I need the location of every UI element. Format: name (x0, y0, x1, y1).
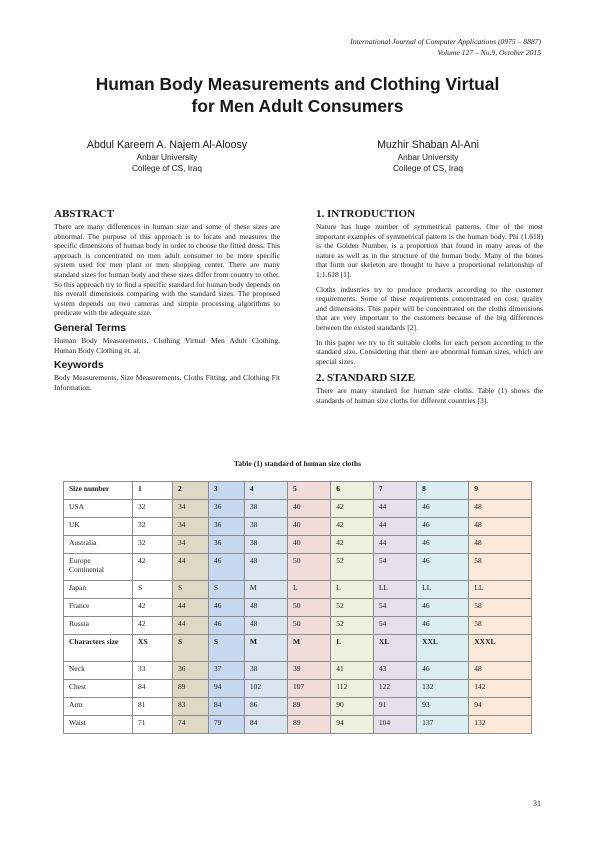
left-column (54, 207, 280, 392)
table-row (64, 698, 532, 716)
table-cell: 93 (417, 698, 469, 716)
table-row-header: Japan (64, 581, 133, 599)
table-cell: 7 (373, 482, 416, 500)
introduction-paragraph: Cloths industries try to produce products according to the customer requirements. Some of these requirements concentrated on cost, quality and dimensions. This paper will be concentrated on the cloths dimensions that are very important to the customers because of the big differences between the existed standards [2]. (316, 284, 543, 332)
table-cell: 46 (208, 599, 244, 617)
table-cell: 44 (373, 518, 416, 536)
table-cell: 58 (469, 554, 532, 581)
table-cell: 36 (208, 500, 244, 518)
table-row (64, 617, 532, 635)
table-cell: XXL (417, 635, 469, 662)
table-cell: 32 (133, 500, 173, 518)
table-row (64, 635, 532, 662)
table-cell: 32 (133, 536, 173, 554)
table-cell: S (133, 581, 173, 599)
table-cell: 52 (331, 599, 374, 617)
table-cell: XL (373, 635, 416, 662)
table-row (64, 581, 532, 599)
table-cell: 43 (373, 662, 416, 680)
table-cell: 36 (208, 518, 244, 536)
introduction-paragraph: In this paper we try to fit suitable cloths for each person according to the standard size. Considering that there are abnormal human sizes, which are special sizes. (316, 337, 543, 366)
paper-title (0, 73, 595, 117)
table-cell: 48 (469, 500, 532, 518)
table-cell: L (288, 581, 331, 599)
table-cell: L (331, 635, 374, 662)
table-cell: 122 (373, 680, 416, 698)
table-cell: XS (133, 635, 173, 662)
table-cell: 41 (331, 662, 374, 680)
journal-volume: Volume 127 – No.9, October 2015 (437, 48, 541, 57)
table-row-header: Russia (64, 617, 133, 635)
table-cell: 132 (469, 716, 532, 734)
page-number: 31 (533, 799, 541, 808)
title-line-2: for Men Adult Consumers (191, 96, 404, 116)
table-cell: 84 (208, 698, 244, 716)
table-cell: 8 (417, 482, 469, 500)
table-cell: 54 (373, 617, 416, 635)
journal-name: International Journal of Computer Applications (0975 – 8887) (350, 37, 541, 46)
table-cell: 9 (469, 482, 532, 500)
table-cell: 46 (417, 599, 469, 617)
table-cell: M (244, 635, 287, 662)
table-cell: 1 (133, 482, 173, 500)
table-cell: 42 (133, 554, 173, 581)
table-cell: M (288, 635, 331, 662)
table-cell: 5 (288, 482, 331, 500)
table-row-header: Waist (64, 716, 133, 734)
abstract-heading: ABSTRACT (54, 208, 114, 220)
table-cell: 32 (133, 518, 173, 536)
table-cell: 52 (331, 554, 374, 581)
author-college: College of CS, Iraq (392, 163, 464, 173)
table-cell: 94 (208, 680, 244, 698)
table-cell: 71 (133, 716, 173, 734)
table-row (64, 662, 532, 680)
table-cell: 46 (208, 617, 244, 635)
table-cell: 44 (172, 554, 208, 581)
table-cell: 46 (417, 617, 469, 635)
table-cell: 34 (172, 518, 208, 536)
general-terms-heading: General Terms (54, 322, 126, 334)
table-cell: 33 (133, 662, 173, 680)
table-cell: 36 (208, 536, 244, 554)
table-cell: 44 (373, 500, 416, 518)
table-cell: 44 (373, 536, 416, 554)
table-cell: 50 (288, 617, 331, 635)
table-cell: 2 (172, 482, 208, 500)
table-cell: 42 (331, 500, 374, 518)
table-cell: 89 (172, 680, 208, 698)
table-cell: 6 (331, 482, 374, 500)
table-cell: 86 (244, 698, 287, 716)
table-cell: S (208, 581, 244, 599)
table-cell: 79 (208, 716, 244, 734)
table-cell: 40 (288, 518, 331, 536)
author-university: Anbar University (397, 152, 459, 162)
author-block-1 (52, 139, 282, 174)
table-row-header: Neck (64, 662, 133, 680)
author-college: College of CS, Iraq (131, 163, 203, 173)
table-cell: 54 (373, 599, 416, 617)
table-cell: 89 (288, 698, 331, 716)
table-cell: 58 (469, 599, 532, 617)
table-row-header: Characters size (64, 635, 133, 662)
table-cell: 84 (244, 716, 287, 734)
table-cell: 38 (244, 536, 287, 554)
table-cell: 40 (288, 536, 331, 554)
table-cell: LL (417, 581, 469, 599)
table-cell: 142 (469, 680, 532, 698)
table-cell: 48 (469, 536, 532, 554)
table-cell: 81 (133, 698, 173, 716)
table-row (64, 599, 532, 617)
table-cell: 54 (373, 554, 416, 581)
table-row-header: Arm (64, 698, 133, 716)
table-row-header: Europe Continental (64, 554, 133, 581)
general-terms-text: Human Body Measurements, Clothing Virtual Men Adult Clothing, Human Body Clothing et. al. (54, 335, 280, 355)
table-cell: 36 (172, 662, 208, 680)
author-name: Abdul Kareem A. Najem Al-Aloosy (86, 139, 248, 151)
abstract-text: There are many differences in human size and some of these sizes are abnormal. The purpose of this approach is to locate and measures the specific dimensions of human body in order to choose the fitted dress. This approach is concentrated on men adult consumer to be more specific system used for men plant or men shopping center. There are many standard sizes for human body and these sizes differ from country to other. So this approach try to find a specific standard for human body depends on his overall dimensions comparing with the standard sizes. The proposed system depends on two cameras and simple processing algorithms to predicate with the adequate size. (54, 222, 280, 318)
keywords-heading: Keywords (54, 360, 104, 372)
table-row-header: Chest (64, 680, 133, 698)
introduction-paragraph: Nature has huge number of symmetrical patterns. One of the most important examples of symmetrical pattern is the human body. Phi (1.618) is the Golden Number, is a proportion that found in many areas of the nature as well as in the structure of the human body. Many of the bones that form our skeleton are thought to have a proportional relationship of 1:1.618 [1]. (316, 222, 543, 279)
table-cell: 74 (172, 716, 208, 734)
table-cell: 46 (417, 536, 469, 554)
table-row (64, 716, 532, 734)
table-cell: 48 (469, 662, 532, 680)
table-row (64, 518, 532, 536)
table-cell: 44 (172, 599, 208, 617)
journal-header (350, 36, 541, 58)
table-cell: S (172, 635, 208, 662)
table-row-header: France (64, 599, 133, 617)
table-cell: 104 (373, 716, 416, 734)
table-cell: LL (469, 581, 532, 599)
table-caption: Table (1) standard of human size cloths (233, 459, 362, 468)
table-cell: 3 (208, 482, 244, 500)
table-cell: 58 (469, 617, 532, 635)
table-cell: 52 (331, 617, 374, 635)
table-cell: 89 (288, 716, 331, 734)
table-cell: 48 (244, 617, 287, 635)
table-cell: 44 (172, 617, 208, 635)
table-cell: 46 (417, 518, 469, 536)
table-row (64, 482, 532, 500)
table-cell: 94 (331, 716, 374, 734)
table-row-header: Australia (64, 536, 133, 554)
table-row (64, 554, 532, 581)
table-row-header: USA (64, 500, 133, 518)
table-cell: 42 (331, 536, 374, 554)
table-cell: 48 (244, 599, 287, 617)
table-cell: 107 (288, 680, 331, 698)
table-cell: 42 (133, 599, 173, 617)
table-cell: 48 (244, 554, 287, 581)
standard-size-heading: 2. STANDARD SIZE (316, 372, 416, 385)
table-cell: 46 (417, 500, 469, 518)
keywords-text: Body Measurements, Size Measurements, Cloths Fitting, and Clothing Fit Information. (54, 373, 280, 392)
table-cell: 39 (288, 662, 331, 680)
table-cell: XXXL (469, 635, 532, 662)
table-row-header: Size number (64, 482, 133, 500)
author-block-2 (313, 139, 543, 174)
table-cell: 90 (331, 698, 374, 716)
table-cell: S (172, 581, 208, 599)
right-column (316, 207, 543, 406)
table-cell: 40 (288, 500, 331, 518)
table-cell: 50 (288, 554, 331, 581)
table-cell: 42 (133, 617, 173, 635)
table-cell: 38 (244, 662, 287, 680)
table-cell: 34 (172, 500, 208, 518)
table-cell: S (208, 635, 244, 662)
table-cell: 94 (469, 698, 532, 716)
table-cell: LL (373, 581, 416, 599)
table-cell: 42 (331, 518, 374, 536)
table-row (64, 680, 532, 698)
table-cell: 46 (417, 554, 469, 581)
table-cell: 102 (244, 680, 287, 698)
table-cell: 83 (172, 698, 208, 716)
table-cell: 37 (208, 662, 244, 680)
table-cell: 46 (208, 554, 244, 581)
author-university: Anbar University (136, 152, 198, 162)
table-cell: 132 (417, 680, 469, 698)
table-cell: 34 (172, 536, 208, 554)
table-row-header: UK (64, 518, 133, 536)
table-row (64, 500, 532, 518)
table-cell: 38 (244, 500, 287, 518)
table-cell: 50 (288, 599, 331, 617)
table-cell: 112 (331, 680, 374, 698)
size-standards-table (63, 481, 532, 734)
table-cell: 38 (244, 518, 287, 536)
table-row (64, 536, 532, 554)
table-cell: 48 (469, 518, 532, 536)
table-cell: L (331, 581, 374, 599)
introduction-heading: 1. INTRODUCTION (316, 208, 416, 220)
table-cell: 84 (133, 680, 173, 698)
table-cell: 91 (373, 698, 416, 716)
table-cell: 137 (417, 716, 469, 734)
title-line-1: Human Body Measurements and Clothing Virtual (95, 74, 500, 94)
table-cell: M (244, 581, 287, 599)
author-name: Muzhir Shaban Al-Ani (377, 139, 479, 151)
table-cell: 4 (244, 482, 287, 500)
standard-size-text: There are many standard for human size cloths. Table (1) shows the standards of human size cloths for different countries [3]. (316, 386, 543, 405)
table-cell: 46 (417, 662, 469, 680)
